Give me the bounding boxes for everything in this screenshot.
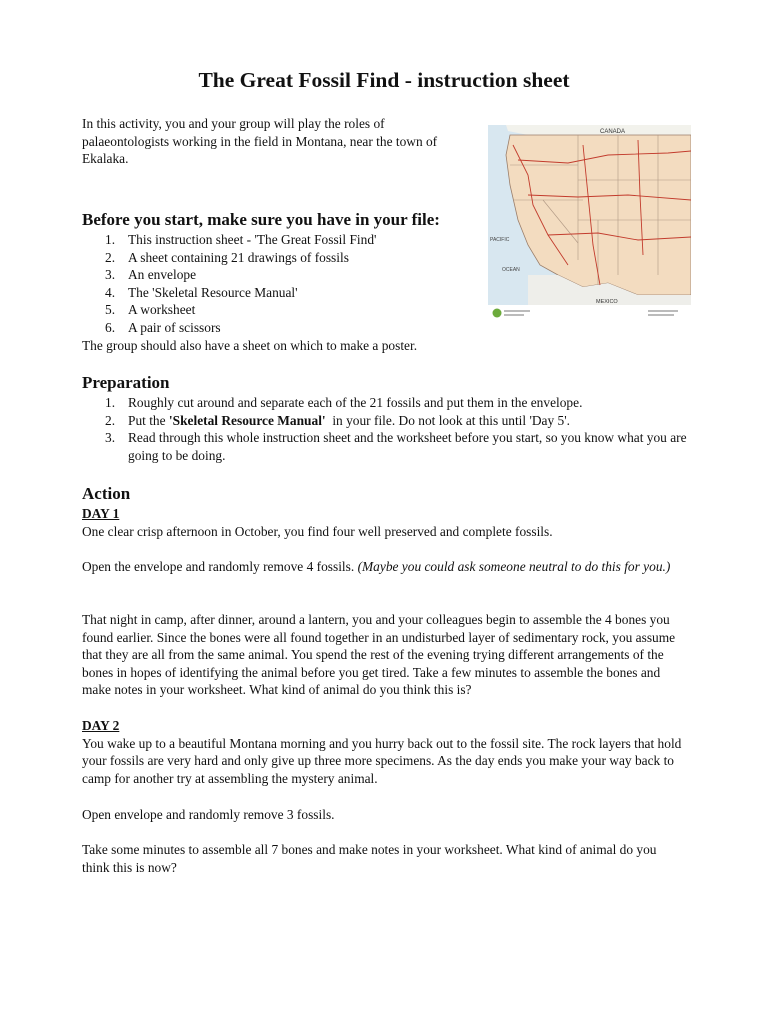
day1-paragraph-2 [82,558,687,576]
list-item [82,412,687,430]
day1-paragraph-3: That night in camp, after dinner, around a lantern, you and your colleagues begin to assemble the 4 bones you found earlier. Since the bones were all found together in an undisturbed layer of sedimentary rock, you assume that they are all from the same animal. You spend the rest of the evening trying different arrangements of the bones in hopes of identifying the animal before you get tired. Take a few minutes to assemble the bones and make notes in your worksheet. What kind of animal do you think this is? [82,612,676,698]
list-item [82,319,682,337]
poster-note: The group should also have a sheet on which to make a poster. [82,338,418,353]
intro-paragraph: In this activity, you and your group will play the roles of palaeontologists working in the field in Montana, near the town of Ekalaka. [82,116,438,167]
list-item [82,266,682,284]
list-number: 4. [105,284,116,300]
day1-paragraph-1: One clear crisp afternoon in October, you find four well preserved and complete fossils. [82,523,553,539]
map-mexico-label: MEXICO [596,299,618,305]
list-item [82,284,682,302]
manual-name: 'Skeletal Resource Manual' [168,412,326,428]
list-text: Read through this whole instruction sheet and the worksheet before you start, so you know what you are going to be doing. [128,430,687,463]
day2-paragraph-1: You wake up to a beautiful Montana morning and you hurry back out to the fossil site. The rock layers that hold your fossils are very hard and only give up three more specimens. As the day ends you make your way back to camp for another try at assembling the mystery animal. [82,735,682,786]
map-pacific-label: PACIFIC [490,237,510,243]
map-canada-label: CANADA [600,129,626,135]
list-item [82,301,682,319]
list-item [82,249,682,267]
list-text-post: in your file. Do not look at this until 'Day 5'. [325,412,570,428]
list-number: 2. [105,249,116,265]
before-list [82,231,682,337]
day2-paragraph-2: Open envelope and randomly remove 3 fossils. [82,807,335,822]
list-text: The 'Skeletal Resource Manual' [128,284,298,300]
day2-label: DAY 2 [82,718,120,733]
map-ocean-label: OCEAN [502,267,520,273]
list-text: An envelope [128,267,197,283]
day1-label: DAY 1 [82,506,120,521]
list-item [82,394,687,412]
list-number: 5. [105,302,116,318]
map-canada [506,125,691,135]
preparation-heading: Preparation [82,373,170,392]
list-text: A pair of scissors [128,319,221,335]
day1-tip: (Maybe you could ask someone neutral to do this for you.) [357,559,671,574]
day1-section [82,505,687,540]
day1-instruction: Open the envelope and randomly remove 4 fossils. [82,559,358,574]
list-number: 1. [105,232,116,247]
list-item [82,231,682,249]
before-heading: Before you start, make sure you have in your file: [82,210,440,229]
list-text-pre: Put the [128,412,169,428]
action-heading: Action [82,484,131,503]
list-number: 3. [105,267,116,283]
list-text: Roughly cut around and separate each of the 21 fossils and put them in the envelope. [128,395,583,410]
list-number: 3. [105,430,116,446]
page-title: The Great Fossil Find - instruction sheet [198,68,570,92]
list-item [82,429,687,464]
preparation-list [82,394,687,464]
day2-section [82,717,687,787]
list-number: 1. [105,395,116,410]
list-text: This instruction sheet - 'The Great Fossil Find' [128,232,377,247]
day2-paragraph-3: Take some minutes to assemble all 7 bones and make notes in your worksheet. What kind of animal do you think this is now? [82,842,657,875]
list-number: 6. [105,319,116,335]
list-text: A worksheet [128,302,196,318]
list-text: A sheet containing 21 drawings of fossils [128,249,349,265]
list-number: 2. [105,412,116,428]
